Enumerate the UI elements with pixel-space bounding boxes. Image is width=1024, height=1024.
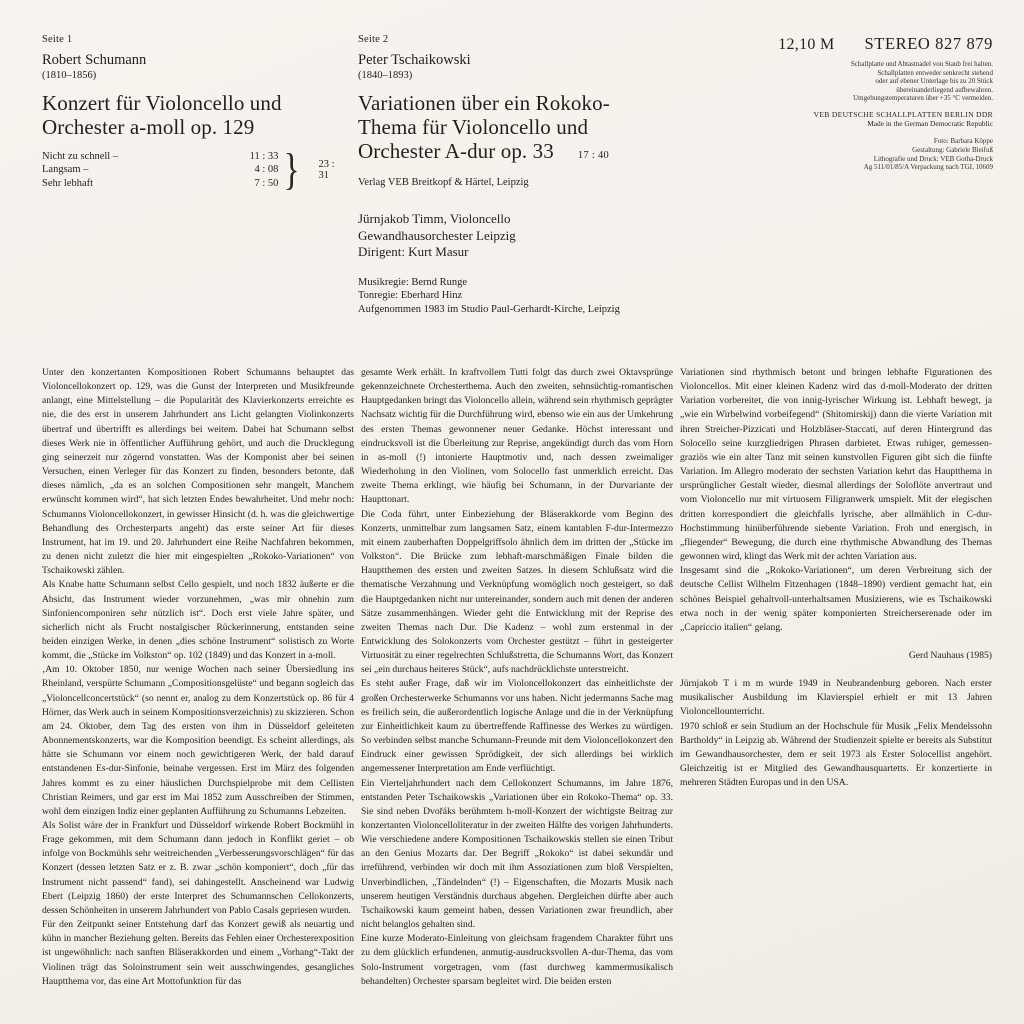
movement-row <box>42 177 278 191</box>
publisher-name: VEB DEUTSCHE SCHALLPLATTEN BERLIN DDR <box>813 109 993 119</box>
text-line: übereinanderliegend aufbewahren. <box>896 85 993 94</box>
movement-row <box>42 150 278 164</box>
side2-composer: Peter Tschaikowski <box>358 52 471 68</box>
brace-glyph: } <box>284 145 300 194</box>
movement-time: 7 : 50 <box>254 177 279 189</box>
paragraph: ‚Am 10. Oktober 1850, nur wenige Wochen nach seiner Übersiedlung ins Rheinland, verspürte Schumann „Compositionsgelüste“ und begann sogleich das „Violoncellconcertstück“ (so nennt er, analog zu dem Konzertstück op. 86 für 4 Hörner, das Werk auch in seinem Kompositionsverzeichnis) zu skizzieren. Schon am 24. Oktober, dem Tag des ersten von ihm in Düsseldorf geleiteten Abonnementskonzerts, war die Komposition beendigt. Es scheint allerdings, als hätte sie Schumann vor einem noch gewichtigeren Werk, der bald darauf entstandenen Es-dur-Sinfonie, beinahe vergessen. Erst im März des folgenden Jahres kommt es zu einer häuslichen Durchspielprobe mit dem Cellisten Christian Reimers, und gar erst im Mai 1852 zum Ausschreiben der Stimmen, wohl dem einzigen Indiz einer geplanten Aufführung zu Schumanns Lebzeiten. <box>42 664 354 817</box>
text-line: Musikregie: Bernd Runge <box>358 276 468 288</box>
text-line: Ag 511/01/85/A Verpackung nach TGL 10609 <box>863 163 993 172</box>
care-instructions <box>673 60 993 103</box>
text-line: oder auf ebener Unterlage bis zu 20 Stück <box>875 77 993 86</box>
side1-composer-dates: (1810–1856) <box>42 70 97 81</box>
author-signature: Gerd Nauhaus (1985) <box>908 649 992 661</box>
paragraph: Eine kurze Moderato-Einleitung von gleichsam fragendem Charakter führt uns zu dem glücklich erfundenen, anmutig-ausdrucksvollen A-dur-Thema, das vom Solo-Instrument vorgetragen, vom (fast durchweg kammermusikalisch behandelten) Orchester sparsam begleitet wird. Die beiden ersten <box>361 933 673 987</box>
side1-composer: Robert Schumann <box>42 52 147 68</box>
price: 12,10 M <box>778 36 835 53</box>
movement-name: Nicht zu schnell – <box>42 150 119 162</box>
paragraph: Für den Zeitpunkt seiner Entstehung darf das Konzert gewiß als neuartig und kühn in mancher Beziehung gelten. Bereits das Fehlen einer Orchesterexposition ist ungewöhnlich: nach sanften Bläserakkorden und einem „Vorhang“-Takt der Violinen trägt das Soloinstrument sein weit ausschwingendes, gesangliches Hauptthema vor, das eine Art Mottofunktion für das <box>42 919 354 987</box>
text-line: Jürnjakob Timm, Violoncello <box>358 211 511 226</box>
text-line: Foto: Barbara Köppe <box>933 136 993 145</box>
paragraph: Als Solist wäre der in Frankfurt und Düsseldorf wirkende Robert Bockmühl in Frage gekommen, mit dem Schumann dann jedoch in Konflikt geriet – ob infolge von Bockmühls sehr weitreichenden „Verbesserungsvorschlägen“ für das Konzert (dessen letzten Satz er z. B. zwar „schön komponiert“, doch „für das Instrument nicht passend“ fand), sei dahingestellt. Anscheinend war Ludwig Ebert (Leipzig 1860) der erste Interpret des Schumannschen Cellokonzerts, dessen Schönheiten in unserem Jahrhundert von Pablo Casals gepriesen wurden. <box>42 820 354 916</box>
made-in-line: Made in the German Democratic Republic <box>867 118 993 128</box>
text-line: Lithografie und Druck: VEB Gotha-Druck <box>873 154 993 163</box>
side2-title-line1: Variationen über ein Rokoko- <box>358 91 610 115</box>
text-line: Gestaltung: Gabriele Bleifuß <box>912 145 993 154</box>
movement-time: 4 : 08 <box>254 164 279 176</box>
text-line: Tonregie: Eberhard Hinz <box>358 290 463 301</box>
side2-title-line3: Orchester A-dur op. 33 <box>358 139 554 163</box>
production-credits <box>358 276 674 317</box>
text-line: Dirigent: Kurt Masur <box>358 244 469 259</box>
paragraph: gesamte Werk erhält. In kraftvollem Tutti folgt das durch zwei Oktavsprünge gekennzeichnete Orchesterthema. Auch den zweiten, sehnsüchtig-romantischen Hauptgedanken bringt das Violoncello allein, während sein rhythmisch geprägter Nachsatz wichtig für die Durchführung wird, ebenso wie ein aus der Umkehrung des ersten Themas gewonnener neuer Gedanke. Höchst interessant und eindrucksvoll ist die Überleitung zur Reprise, angekündigt durch das vom Horn in as-moll (!) intonierte Hauptmotiv und, nach dessen zweimaliger Wiederholung in den Violinen, vom Solocello fast unmerklich erreicht. Das zweite Thema erklingt, wie häufig bei Schumann, in der Durvariante der Haupttonart. <box>361 367 673 506</box>
paragraph: 1970 schloß er sein Studium an der Hochschule für Musik „Felix Mendelssohn Bartholdy“ in Leipzig ab. Während der Studienzeit spielte er bereits als Substitut im Gewandhausorchester, dem er seit 1973 als Erster Solocellist angehört. Gleichzeitig ist er Mitglied des Gewandhausquartetts. Er konzertierte in mehreren Städten Europas und in den USA. <box>680 720 992 789</box>
essay-column-3 <box>680 366 992 1012</box>
text-line: Umgebungstemperaturen über +35 °C vermeiden. <box>853 94 993 103</box>
essay-column-1 <box>42 366 354 1012</box>
side1-title-line2: Orchester a-moll op. 129 <box>42 115 255 139</box>
text-line: Schallplatte und Abtastnadel von Staub frei halten. <box>850 60 993 68</box>
side2-title-line2: Thema für Violoncello und <box>358 115 589 139</box>
side1-total-time: 23 : 31 <box>318 159 335 181</box>
text-line: Aufgenommen 1983 im Studio Paul-Gerhardt-Kirche, Leipzig <box>358 303 620 315</box>
paragraph: Ein Vierteljahrhundert nach dem Cellokonzert Schumanns, im Jahre 1876, entstanden Peter Tschaikowskis „Variationen über ein Rokoko-Thema“ op. 33. Sie sind neben Dvořáks berühmtem h-moll-Konzert der wichtigste Beitrag zur konzertanten Violoncelloliteratur in der zweiten Hälfte des vorigen Jahrhunderts. Wie verschiedene andere Kompositionen Tschaikowskis stellen sie einen Tribut an den Genius Mozarts dar. Der Begriff „Rokoko“ ist dabei sekundär und irreführend, verbinden wir doch mit ihm Assoziationen zum bloß Verspielten, Unverbindlichen, „Tändelnden“ (!) – Eigenschaften, die Mozarts Musik nach unserem heutigen Verständnis durchaus abgehen. Dergleichen dürfte aber auch Tschaikowski kaum gemeint haben, dessen Variationen zwar freundlich, aber nicht belanglos gehalten sind. <box>361 777 673 931</box>
movement-name: Langsam – <box>42 164 89 176</box>
score-publisher: Verlag VEB Breitkopf & Härtel, Leipzig <box>358 177 529 188</box>
liner-notes <box>42 366 993 1012</box>
text-line: Schallplatten entweder senkrecht stehend <box>877 68 993 77</box>
movement-name: Sehr lebhaft <box>42 177 94 189</box>
design-credits <box>673 137 993 172</box>
side2-work-title <box>358 91 674 168</box>
essay-column-3-text <box>680 366 992 635</box>
label-colophon <box>673 34 993 172</box>
paragraph: Variationen sind rhythmisch betont und bringen lebhafte Figurationen des Violoncellos. Mit einer kleinen Kadenz wird das d-moll-Moderato der dritten Variation vorbereitet, die von innig-lyrischer Wirkung ist. Lebhaft bewegt, ja „wie ein Wirbelwind vorbeifegend“ (Shitomirskij) dann die vierte Variation mit ihren Streicher-Pizzicati und Holzbläser-Staccati, auf deren Hintergrund das Solocello seine kurzgliedrigen Phrasen darbietet. Etwas ruhiger, gemessen-graziös wie ein alter Tanz mit seinen kunstvollen Figuren gibt sich die fünfte Variation. Im Allegro moderato der sechsten Variation kehrt das Hauptthema in ursprünglicher Gestalt wieder, diesmal allerdings der Soloflöte anvertraut und vom Violoncello nur mit virtuosem Filigranwerk umspielt. Mit der elegischen dritten korrespondiert die gleichfalls lyrische, aber allmählich in C-dur-Hochstimmung hinüberführende siebente Variation. Froh und energisch, in „fliegender“ Bewegung, die durch eine rhythmische Abwandlung des Themas gewonnen wird, klingt das Werk mit der achten Variation aus. <box>680 367 992 563</box>
side1-work-title <box>42 91 347 139</box>
movement-rows <box>42 150 278 191</box>
paragraph: Die Coda führt, unter Einbeziehung der Bläserakkorde vom Beginn des Konzerts, unmittelbar zum langsamen Satz, einem kantablen F-dur-Intermezzo mit einem zauberhaften Doppelgriffsolo ähnlich dem im dritten der „Stücke im Volkston“. Die Brücke zum lebhaft-marschmäßigen Finale bilden die Hauptthemen des ersten und zweiten Satzes. In diesem Schlußsatz wird die thematische Verzahnung und Verknüpfung womöglich noch gesteigert, so daß die Hauptgedanken nicht nur untereinander, sondern auch mit denen der anderen Sätze zusammenhängen. Wieder geht die Entwicklung mit der Reprise des zweiten Themas nach Dur. Die Kadenz – wohl zum erstenmal in der Entwicklung des Solokonzerts vom Orchester gestützt – führt in gesteigerter Virtuosität zu einer regelrechten Schlußstretta, die Schumanns Wort, das Konzert sei „ein durchaus heiteres Stück“, aufs nachdrücklichste unterstreicht. <box>361 508 673 676</box>
side1-header <box>42 34 347 192</box>
side2-composer-dates: (1840–1893) <box>358 70 413 81</box>
paragraph: Es steht außer Frage, daß wir im Violoncellokonzert das einheitlichste der großen Orchesterwerke Schumanns vor uns haben. Nicht jedermanns Sache mag es freilich sein, die außerordentlich logische Anlage und die in der Verknüpfung zur Einheitlichkeit kaum zu übertreffende Raffinesse des Werkes zu würdigen. So verbinden selbst manche Schumann-Freunde mit dem Violoncellokonzert den Eindruck einer gewissen Sprödigkeit, der sich allerdings bei wirklich angemessener Interpretation am Ende verflüchtigt. <box>361 678 673 775</box>
side1-title-line1: Konzert für Violoncello und <box>42 91 282 115</box>
side2-header <box>358 34 674 316</box>
paragraph: Als Knabe hatte Schumann selbst Cello gespielt, und noch 1832 äußerte er die Absicht, das Instrument wieder vorzunehmen, „was mir ohnehin zum Sinfoniencomponiren sehr nützlich ist“. Doch erst viele Jahre später, und sicherlich nicht als Frucht nostalgischer Rückerinnerung, entstanden seine beiden einzigen Werke, in denen „dies schöne Instrument“ solistisch zu Worte kommt, die „Stücke im Volkston“ op. 102 (1849) und das Konzert in a-moll. <box>42 579 354 662</box>
paragraph: Insgesamt sind die „Rokoko-Variationen“, um deren Verbreitung sich der deutsche Cellist Wilhelm Fitzenhagen (1848–1890) verdient gemacht hat, ein schönes Beispiel gehaltvoll-unterhaltsamen Musizierens, wie es Tschaikowski etwa noch in der wenig später komponierten Streicherserenade oder im „Capriccio italien“ gelang. <box>680 565 992 633</box>
text-line: Gewandhausorchester Leipzig <box>358 227 516 243</box>
catalog-number: STEREO 827 879 <box>864 34 993 53</box>
performer-credits <box>358 211 674 261</box>
movement-row <box>42 163 278 177</box>
soloist-biography <box>680 677 992 790</box>
pricing-row <box>673 34 993 54</box>
paragraph: Unter den konzertanten Kompositionen Robert Schumanns behauptet das Violoncellokonzert op. 129, was die Gunst der Interpreten und Musikfreunde anlangt, eine Mittelstellung – die Popularität des Klavierkonzerts erreichte es nie, die des erst in unserem Jahrhundert ans Licht gelangten Violinkonzerts übertraf und übertrifft es allerdings bei weitem. Dabei hat Schumann selbst dieses Werk nie in öffentlicher Aufführung gehört, und auch die Drucklegung ging seinerzeit nur zögernd vonstatten. Was der Komponist aber bei seinen Versuchen, einen Verleger für das Konzert zu finden, besonders betonte, daß dieses nämlich, „da es an solchen Compositionen sehr mangelt, Manchem erwünscht kommen wird“, hat sich letzten Endes bewahrheitet. Und mehr noch: Schumanns Violoncellokonzert, in gewisser Hinsicht (d. h. was die gleichwertige Behandlung des Orchesterparts angeht) das erste seiner Art für dieses Instrument, hat im 19. und 20. Jahrhundert eine Reihe Nachfahren bekommen, zu denen nicht zuletzt die hier mit eingespielten „Rokoko-Variationen“ von Tschaikowski zählen. <box>42 367 354 577</box>
paragraph: Jürnjakob T i m m wurde 1949 in Neubrandenburg geboren. Nach erster musikalischer Ausbildung im Klavierspiel erhielt er mit 13 Jahren Violoncellounterricht. <box>680 678 992 718</box>
side1-label: Seite 1 <box>42 34 73 45</box>
essay-column-2 <box>361 366 673 1012</box>
side2-duration: 17 : 40 <box>577 150 610 161</box>
side1-movement-list <box>42 145 347 194</box>
publisher-block <box>673 110 993 128</box>
side2-label: Seite 2 <box>358 34 389 45</box>
movement-time: 11 : 33 <box>249 150 279 162</box>
